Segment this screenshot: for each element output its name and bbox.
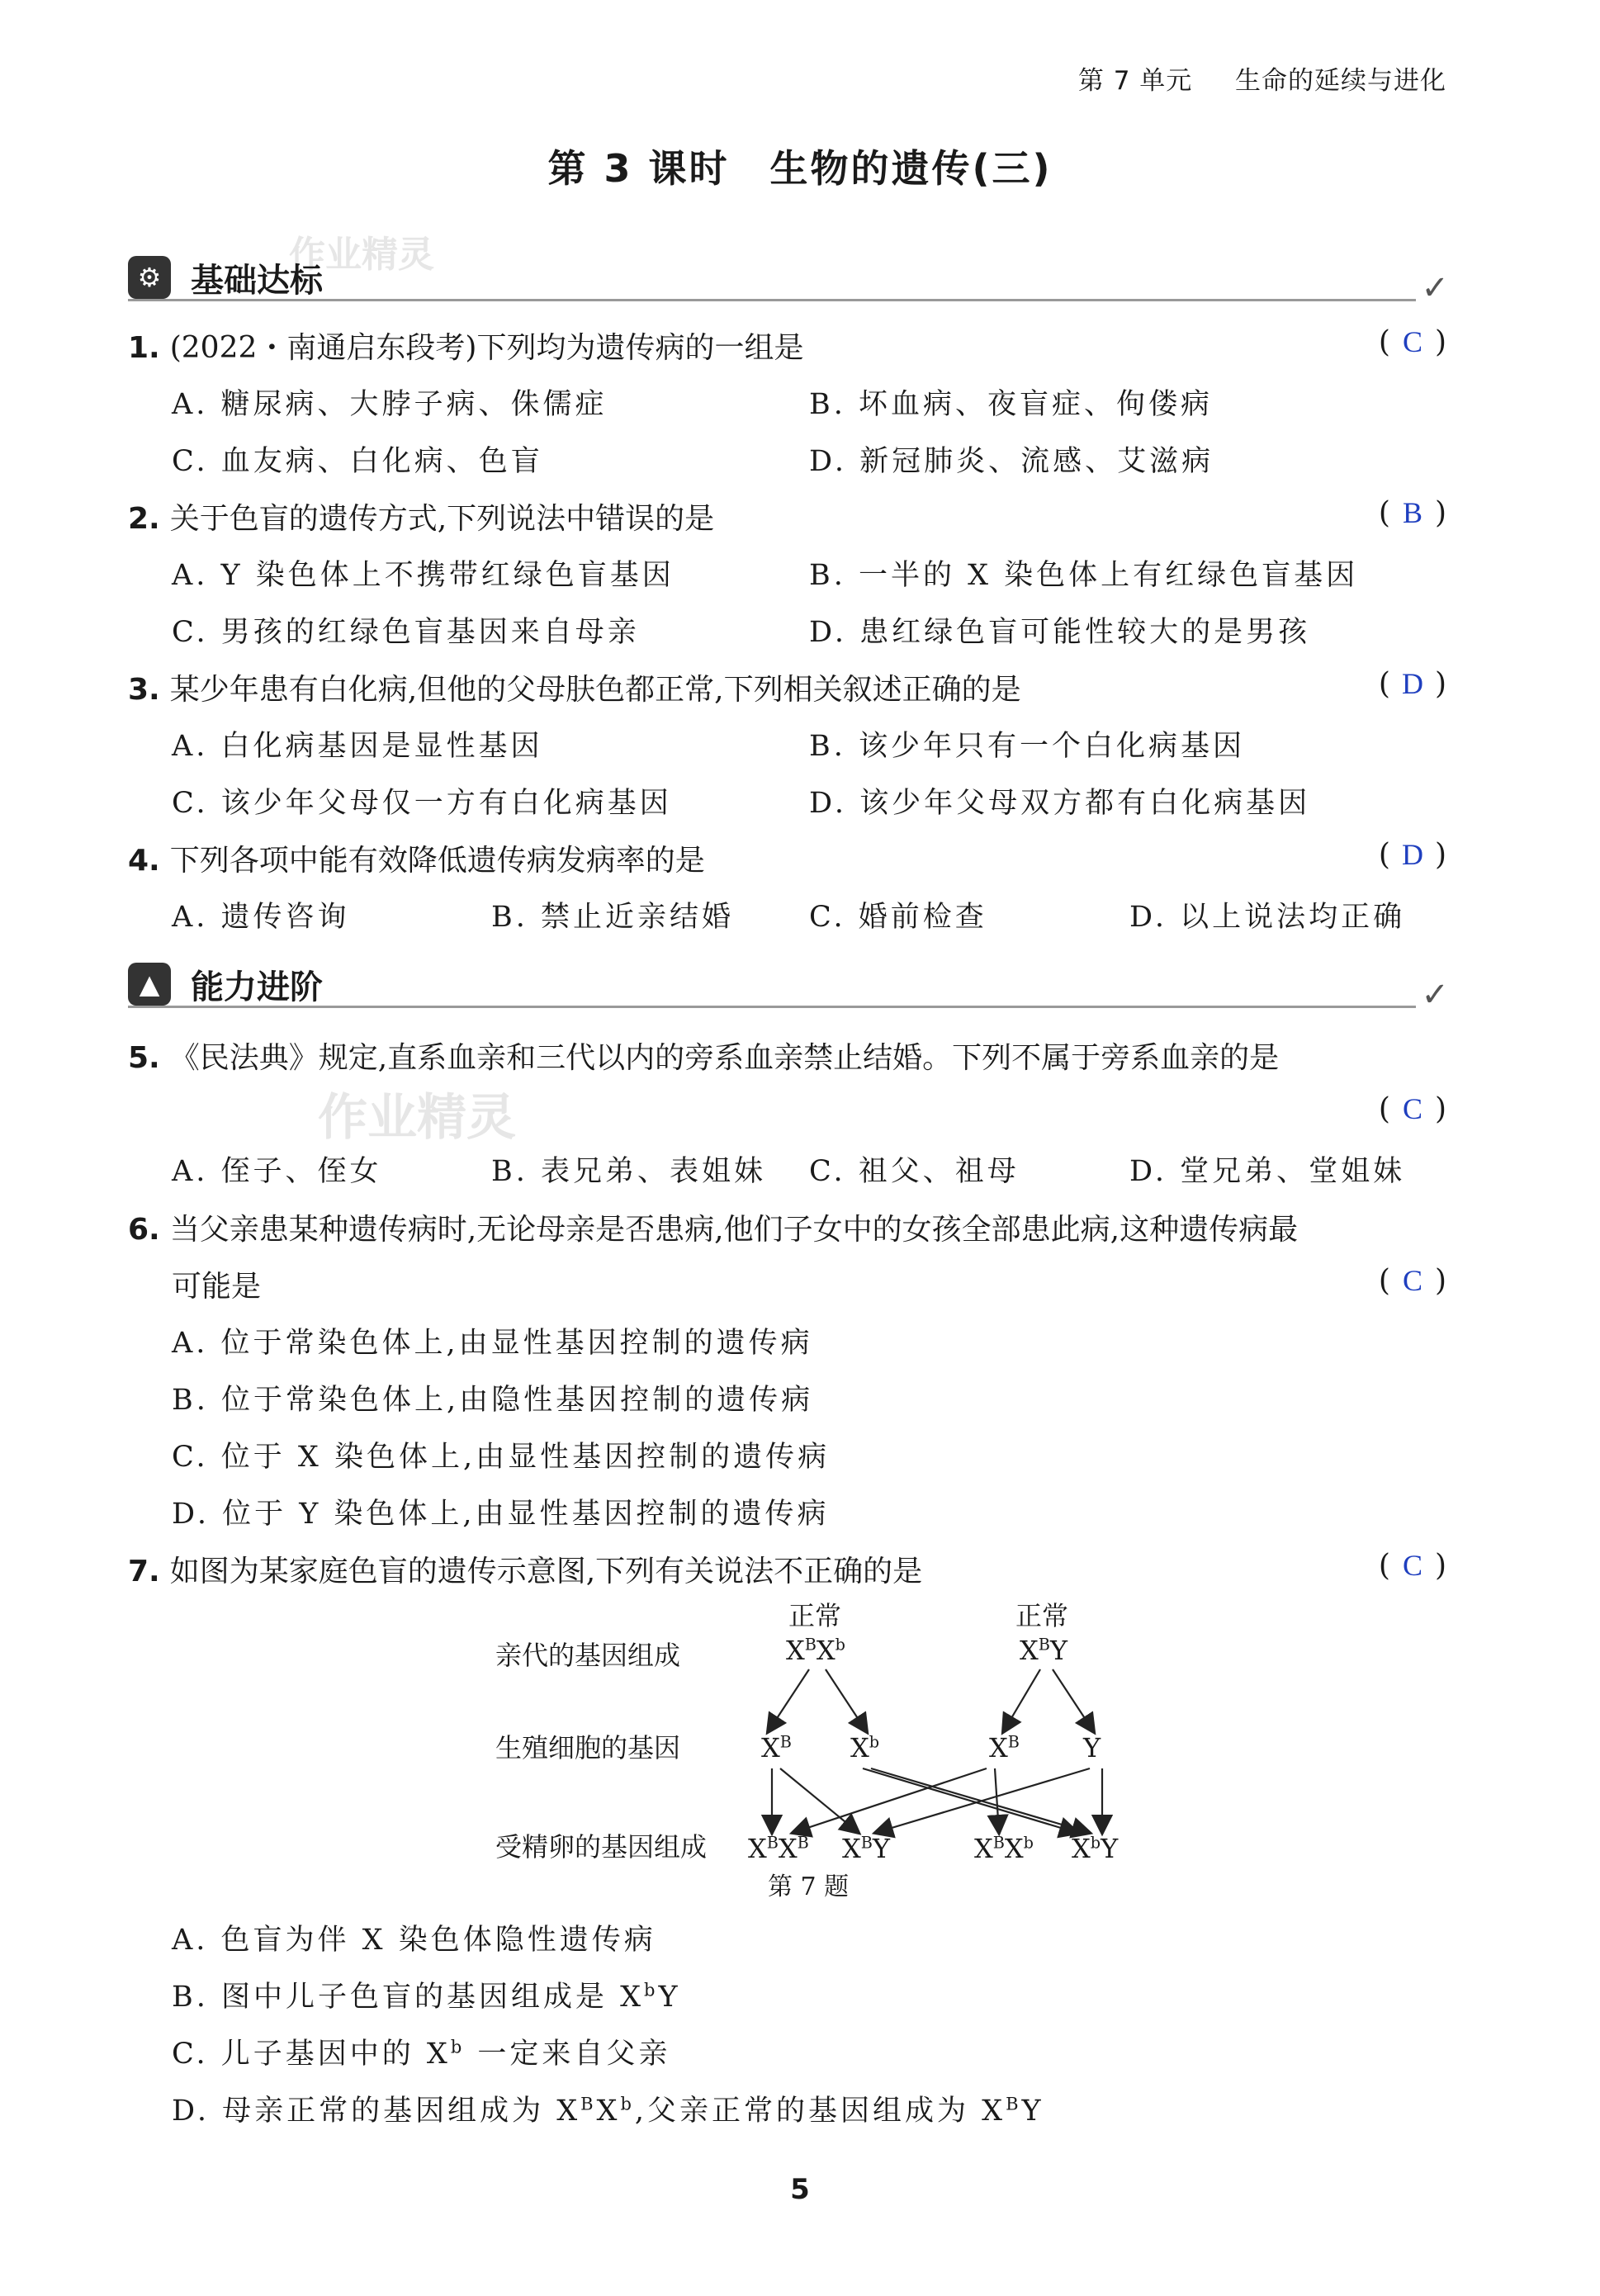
zygote-XBXb: $X^BX^b$ (974, 1833, 1034, 1864)
q1-option-c: C. 血友病、白化病、色盲 (172, 445, 543, 478)
section-advanced-label: 能力进阶 (191, 968, 323, 1006)
father-genotype: $X^BY$ (1020, 1635, 1068, 1666)
answer-1: ( C ) (1378, 325, 1446, 359)
section-divider (128, 1006, 1416, 1008)
question-6: 6. 当父亲患某种遗传病时,无论母亲是否患病,他们子女中的女孩全部患此病,这种遗传病最 (128, 1213, 1299, 1247)
section-basic (128, 251, 1449, 307)
q6-option-b: B. 位于常染色体上,由隐性基因控制的遗传病 (172, 1384, 814, 1417)
diagram-caption: 第 7 题 (768, 1872, 850, 1901)
q7-option-a: A. 色盲为伴 X 染色体隐性遗传病 (172, 1924, 656, 1957)
question-7: 7. 如图为某家庭色盲的遗传示意图,下列有关说法不正确的是 (128, 1555, 923, 1588)
q6-option-a: A. 位于常染色体上,由显性基因控制的遗传病 (172, 1327, 813, 1360)
question-1: 1. (2022・南通启东段考)下列均为遗传病的一组是 (128, 331, 804, 365)
gamete-mother-XB: $X^B$ (761, 1732, 792, 1763)
question-3: 3. 某少年患有白化病,但他的父母肤色都正常,下列相关叙述正确的是 (128, 673, 1021, 707)
answer-2: ( B ) (1378, 496, 1446, 530)
lesson-title: 第 3 课时 生物的遗传(三) (547, 146, 1053, 191)
q5-option-b: B. 表兄弟、表姐妹 (491, 1155, 766, 1188)
answer-4: ( D ) (1378, 838, 1446, 872)
gamete-father-XB: $X^B$ (989, 1732, 1020, 1763)
q1-option-b: B. 坏血病、夜盲症、佝偻病 (809, 388, 1213, 421)
answer-7: ( C ) (1378, 1549, 1446, 1583)
check-icon: ✓ (1421, 269, 1449, 307)
question-2: 2. 关于色盲的遗传方式,下列说法中错误的是 (128, 502, 715, 536)
q2-option-a: A. Y 染色体上不携带红绿色盲基因 (172, 559, 675, 592)
row-label-zygotes: 受精卵的基因组成 (495, 1831, 708, 1863)
gamete-mother-Xb: $X^b$ (850, 1732, 880, 1763)
q7-option-d: D. 母亲正常的基因组成为 $X^BX^b$,父亲正常的基因组成为 $X^BY$ (172, 2094, 1044, 2128)
q4-option-d: D. 以上说法均正确 (1129, 901, 1406, 934)
q5-option-c: C. 祖父、祖母 (809, 1155, 1020, 1188)
q5-option-a: A. 侄子、侄女 (172, 1155, 382, 1188)
watermark-1: 作业精灵 (289, 234, 434, 276)
gamete-father-Y: Y (1083, 1732, 1101, 1763)
zygote-XBXB: $X^BX^B$ (748, 1833, 809, 1864)
question-4: 4. 下列各项中能有效降低遗传病发病率的是 (128, 844, 705, 878)
unit-number: 第 7 单元 (1077, 66, 1193, 96)
rocket-icon: ▲ (128, 963, 171, 1006)
page-number: 5 (790, 2173, 810, 2206)
q1-option-a: A. 糖尿病、大脖子病、侏儒症 (172, 388, 608, 421)
question-5: 5. 《民法典》规定,直系血亲和三代以内的旁系血亲禁止结婚。下列不属于旁系血亲的是 (128, 1041, 1280, 1075)
watermark-2: 作业精灵 (318, 1089, 516, 1147)
q4-option-a: A. 遗传咨询 (172, 901, 350, 934)
q7-option-c: C. 儿子基因中的 $X^b$ 一定来自父亲 (172, 2037, 671, 2071)
q3-option-d: D. 该少年父母双方都有白化病基因 (809, 787, 1311, 820)
q5-option-d: D. 堂兄弟、堂姐妹 (1129, 1155, 1406, 1188)
q6-option-d: D. 位于 Y 染色体上,由显性基因控制的遗传病 (172, 1498, 830, 1531)
q3-option-b: B. 该少年只有一个白化病基因 (809, 730, 1245, 763)
q1-option-d: D. 新冠肺炎、流感、艾滋病 (809, 445, 1214, 478)
row-label-gametes: 生殖细胞的基因 (495, 1732, 681, 1763)
zygote-XbY: $X^bY$ (1072, 1833, 1119, 1864)
inheritance-diagram (495, 1593, 1123, 1907)
q2-option-d: D. 患红绿色盲可能性较大的是男孩 (809, 616, 1311, 649)
running-header (1078, 59, 1446, 97)
q7-option-b: B. 图中儿子色盲的基因组成是 $X^bY$ (172, 1980, 681, 2014)
q2-option-b: B. 一半的 X 染色体上有红绿色盲基因 (809, 559, 1359, 592)
q6-option-c: C. 位于 X 染色体上,由显性基因控制的遗传病 (172, 1441, 831, 1474)
answer-6: ( C ) (1378, 1264, 1446, 1298)
question-6-cont: 可能是 (172, 1270, 262, 1304)
zygote-XBY: $X^BY$ (842, 1833, 891, 1864)
unit-title: 生命的延续与进化 (1235, 66, 1446, 96)
section-basic-label: 基础达标 (191, 262, 323, 300)
q4-option-b: B. 禁止近亲结婚 (491, 901, 734, 934)
father-status: 正常 (1015, 1600, 1069, 1631)
answer-5: ( C ) (1378, 1092, 1446, 1126)
section-divider (128, 299, 1416, 301)
mother-genotype: $X^BX^b$ (786, 1635, 845, 1666)
check-icon: ✓ (1421, 976, 1449, 1014)
q3-option-a: A. 白化病基因是显性基因 (172, 730, 543, 763)
row-label-parents: 亲代的基因组成 (495, 1640, 681, 1671)
gear-icon: ⚙ (128, 256, 171, 299)
q3-option-c: C. 该少年父母仅一方有白化病基因 (172, 787, 672, 820)
q2-option-c: C. 男孩的红绿色盲基因来自母亲 (172, 616, 640, 649)
q4-option-c: C. 婚前检查 (809, 901, 987, 934)
section-advanced (128, 958, 1449, 1014)
mother-status: 正常 (788, 1600, 842, 1631)
answer-3: ( D ) (1378, 667, 1446, 701)
